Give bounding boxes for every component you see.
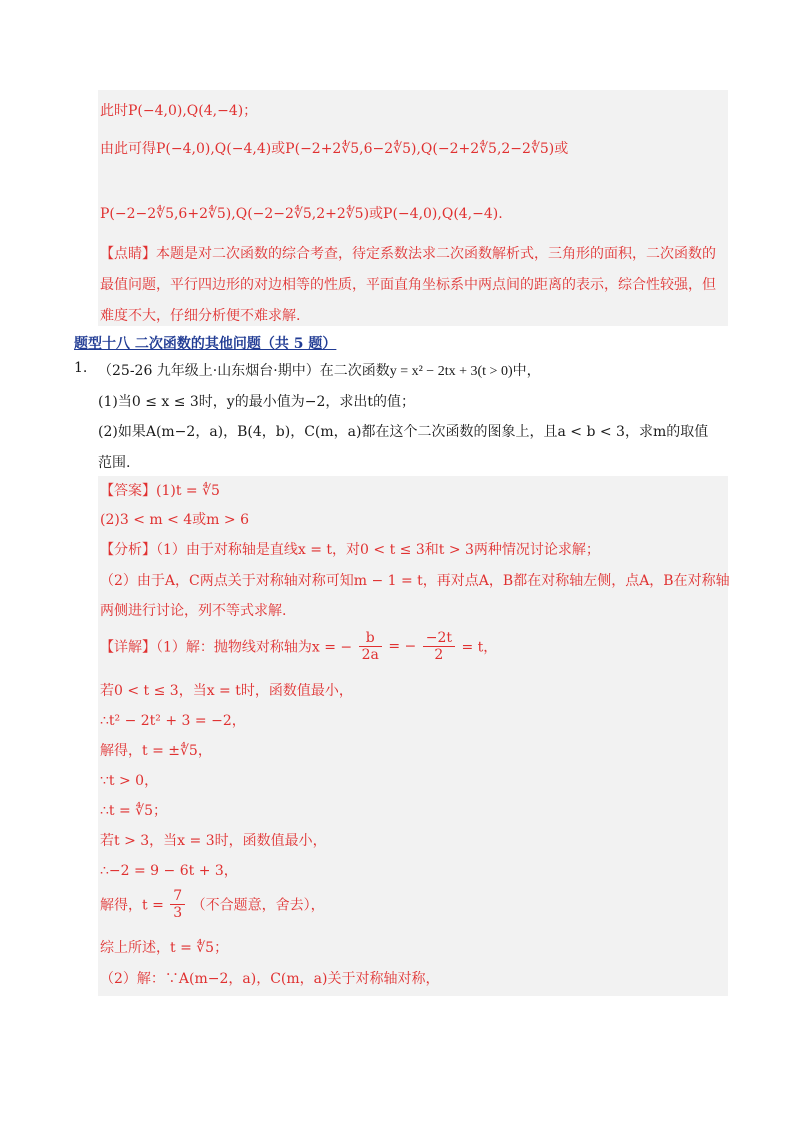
detail-line (100, 630, 497, 663)
comment-line-2: 最值问题，平行四边形的对边相等的性质，平面直角坐标系中两点间的距离的表示，综合性较强，但 (100, 277, 716, 293)
fraction-denominator: 2 (434, 647, 444, 663)
fraction-7-over-3 (170, 888, 185, 921)
detail-mid: = − (388, 638, 417, 655)
solution-line-2: 由此可得P(−4,0),Q(−4,4)或P(−2+2∜5,6−2∜5),Q(−2+2∜5,2−2∜5)或 (100, 141, 569, 157)
step-8-suffix: （不合题意，舍去）， (191, 897, 325, 914)
step-2: ∴t² − 2t² + 3 = −2， (100, 713, 246, 729)
fraction-b-over-2a (359, 630, 382, 663)
question-number: 1. (74, 360, 88, 376)
section-heading: 题型十八 二次函数的其他问题（共 5 题） (74, 336, 337, 352)
solution-line-3: P(−2−2∜5,6+2∜5),Q(−2−2∜5,2+2∜5)或P(−4,0),Q(4,−4). (100, 206, 503, 222)
question-source (98, 360, 541, 380)
fraction-neg2t-over-2 (423, 630, 455, 663)
answer-part2: (2)3 < m < 4或m > 6 (100, 512, 249, 528)
comment-line-3: 难度不大，仔细分析便不难求解. (100, 308, 301, 324)
step-5: ∴t = ∜5； (100, 803, 167, 819)
step-10: （2）解：∵A(m−2，a)，C(m，a)关于对称轴对称， (100, 971, 440, 987)
question-part2-line2: 范围. (98, 455, 131, 471)
step-7: ∴−2 = 9 − 6t + 3， (100, 863, 238, 879)
fraction-numerator: b (359, 630, 382, 647)
analysis-line-2: （2）由于A，C两点关于对称轴对称可知m − 1 = t，再对点A，B都在对称轴左侧，点A，B在对称轴 (100, 573, 730, 589)
question-part1: (1)当0 ≤ x ≤ 3时，y的最小值为−2，求出t的值； (98, 394, 415, 410)
question-formula: y = x² − 2tx + 3(t > 0)中， (389, 364, 541, 379)
fraction-denominator: 3 (173, 905, 183, 921)
analysis-line-1: 【分析】（1）由于对称轴是直线x = t，对0 < t ≤ 3和t > 3两种情况讨论求解； (100, 542, 600, 558)
step-8-prefix: 解得，t = (100, 897, 164, 914)
analysis-line-3: 两侧进行讨论，列不等式求解. (100, 603, 287, 619)
step-6: 若t > 3，当x = 3时，函数值最小， (100, 833, 327, 849)
fraction-numerator: 7 (170, 888, 185, 905)
fraction-numerator: −2t (423, 630, 455, 647)
solution-line-1: 此时P(−4,0),Q(4,−4)； (100, 103, 258, 119)
step-4: ∵t > 0， (100, 773, 159, 789)
answer-part1: 【答案】(1)t = ∜5 (100, 483, 220, 499)
step-3: 解得，t = ±∜5， (100, 743, 212, 759)
answer-block (98, 476, 728, 996)
detail-prefix: 【详解】（1）解：抛物线对称轴为x = − (100, 639, 353, 656)
step-9: 综上所述，t = ∜5； (100, 940, 229, 956)
comment-line-1: 【点睛】本题是对二次函数的综合考查，待定系数法求二次函数解析式，三角形的面积，二次函数的 (100, 246, 716, 262)
solution-block-top (98, 90, 728, 326)
question-source-text: （25-26 九年级上·山东烟台·期中）在二次函数 (98, 363, 390, 379)
step-1: 若0 < t ≤ 3，当x = t时，函数值最小， (100, 683, 353, 699)
detail-suffix: = t， (461, 639, 498, 656)
question-part2-line1: (2)如果A(m−2，a)，B(4，b)，C(m，a)都在这个二次函数的图象上，且a < b < 3，求m的取值 (98, 424, 709, 440)
step-8 (100, 888, 325, 921)
fraction-denominator: 2a (361, 647, 379, 663)
